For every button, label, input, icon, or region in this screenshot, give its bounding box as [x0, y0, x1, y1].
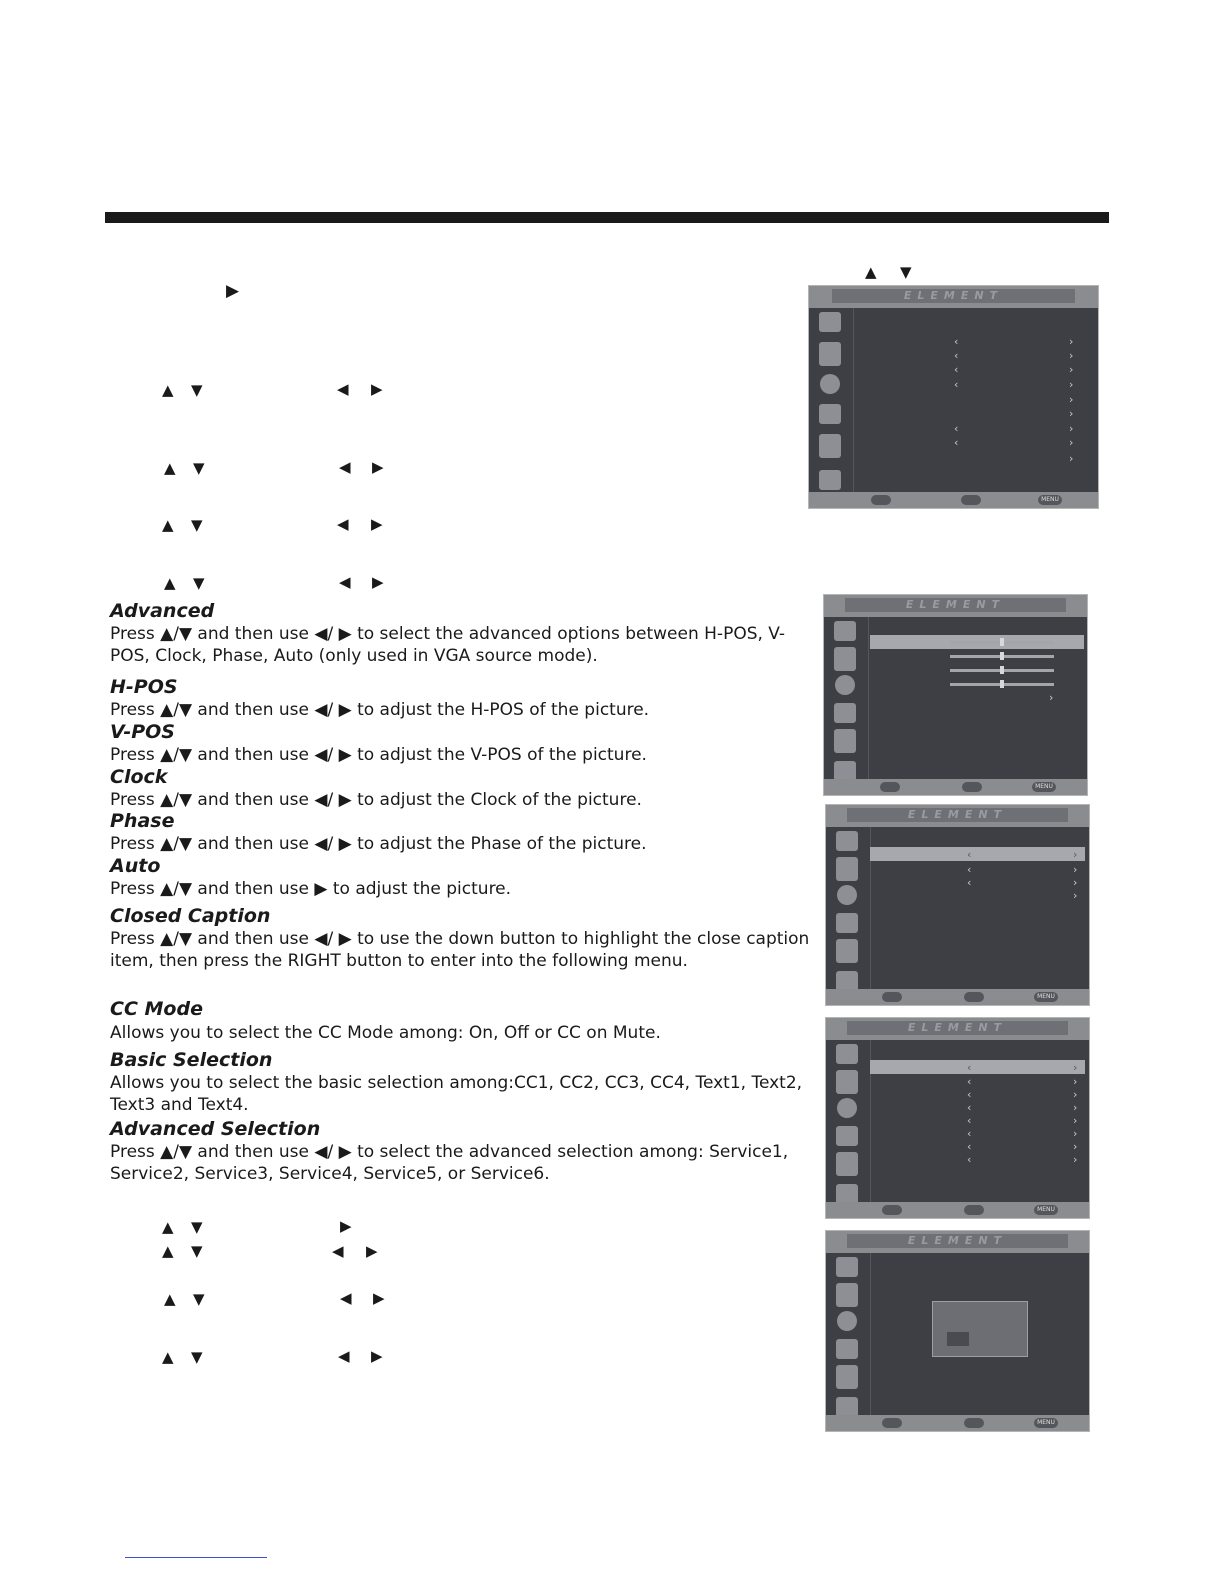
section-body-phase: Press ▲/▼ and then use ◀/ ▶ to adjust the Phase of the picture. [110, 834, 647, 854]
down-arrow-icon: ▼ [193, 1290, 205, 1308]
section-body-advanced-selection: Press ▲/▼ and then use ◀/ ▶ to select the advanced selection among: Service1, Service2, Service3, Service4, Service5, or Service6. [110, 1142, 789, 1184]
right-chevron-icon: › [1073, 1127, 1078, 1140]
right-arrow-icon: ▶ [371, 380, 383, 398]
left-right-keys-icon [964, 1205, 984, 1215]
left-chevron-icon: ‹ [967, 1075, 972, 1088]
right-arrow-icon: ▶ [371, 1347, 383, 1365]
left-right-keys-icon [962, 782, 982, 792]
right-chevron-icon: › [1073, 1061, 1078, 1074]
lock-icon [834, 729, 856, 753]
left-right-keys-icon [964, 1418, 984, 1428]
left-right-keys-icon [964, 992, 984, 1002]
confirm-dialog [932, 1301, 1028, 1357]
right-chevron-icon: › [1073, 1114, 1078, 1127]
setup-icon [834, 703, 856, 723]
right-chevron-icon: › [1073, 1101, 1078, 1114]
section-body-clock: Press ▲/▼ and then use ◀/ ▶ to adjust the Clock of the picture. [110, 790, 642, 810]
left-arrow-icon: ◀ [337, 380, 349, 398]
section-heading-basic-selection: Basic Selection [110, 1049, 273, 1071]
right-chevron-icon: › [1073, 1140, 1078, 1153]
osd-sidebar [826, 827, 871, 989]
osd-screen-list [825, 1017, 1090, 1219]
channel-icon [834, 761, 856, 781]
setup-icon [836, 913, 858, 933]
menu-key-icon: MENU [1038, 495, 1062, 505]
picture-icon [819, 312, 841, 332]
osd-logo: ELEMENT [847, 1021, 1068, 1035]
osd-screen-closed-caption [825, 804, 1090, 1006]
osd-logo: ELEMENT [845, 598, 1066, 612]
header-rule [105, 212, 1109, 223]
section-heading-advanced-selection: Advanced Selection [110, 1118, 321, 1140]
clock-icon [837, 1311, 857, 1331]
slider-knob [1000, 638, 1004, 646]
osd-sidebar [826, 1253, 871, 1415]
channel-icon [836, 1184, 858, 1204]
section-body-v-pos: Press ▲/▼ and then use ◀/ ▶ to adjust the V-POS of the picture. [110, 745, 647, 765]
right-chevron-icon: › [1069, 407, 1074, 420]
up-down-keys-icon [882, 1205, 902, 1215]
right-arrow-icon: ▶ [340, 1217, 352, 1235]
left-chevron-icon: ‹ [967, 1101, 972, 1114]
left-chevron-icon: ‹ [954, 378, 959, 391]
right-arrow-icon: ▶ [366, 1242, 378, 1260]
left-chevron-icon: ‹ [954, 422, 959, 435]
section-heading-advanced: Advanced [110, 600, 215, 622]
section-body-closed-caption: Press ▲/▼ and then use ◀/ ▶ to use the down button to highlight the close caption item, then press the RIGHT button to enter into the following menu. [110, 929, 810, 971]
left-chevron-icon: ‹ [967, 1088, 972, 1101]
left-arrow-icon: ◀ [332, 1242, 344, 1260]
menu-key-icon: MENU [1034, 1418, 1058, 1428]
left-arrow-icon: ◀ [340, 1289, 352, 1307]
right-arrow-icon: ▶ [372, 573, 384, 591]
footer-link-underline [125, 1557, 267, 1558]
section-body-basic-selection: Allows you to select the basic selection among:CC1, CC2, CC3, CC4, Text1, Text2, Text3 and Text4. [110, 1073, 803, 1115]
left-arrow-icon: ◀ [338, 1347, 350, 1365]
right-chevron-icon: › [1073, 876, 1078, 889]
section-body-advanced: Press ▲/▼ and then use ◀/ ▶ to select the advanced options between H-POS, V-POS, Clock, Phase, Auto (only used in VGA source mode). [110, 624, 786, 666]
down-arrow-icon: ▼ [191, 381, 203, 399]
up-arrow-icon: ▲ [162, 1218, 174, 1236]
left-chevron-icon: ‹ [954, 335, 959, 348]
osd-screen-picture-menu [808, 285, 1099, 509]
setup-icon [836, 1126, 858, 1146]
menu-key-icon: MENU [1034, 1205, 1058, 1215]
right-chevron-icon: › [1069, 363, 1074, 376]
lock-icon [836, 1365, 858, 1389]
osd-sidebar [824, 617, 869, 779]
right-chevron-icon: › [1073, 1153, 1078, 1166]
section-heading-clock: Clock [110, 766, 168, 788]
left-chevron-icon: ‹ [954, 349, 959, 362]
up-arrow-icon: ▲ [162, 516, 174, 534]
left-arrow-icon: ◀ [337, 515, 349, 533]
setup-icon [819, 404, 841, 424]
sound-icon [836, 1070, 858, 1094]
highlight-row [870, 1060, 1085, 1074]
right-arrow-icon: ▶ [371, 515, 383, 533]
slider-knob [1000, 652, 1004, 660]
osd-logo: ELEMENT [847, 1234, 1068, 1248]
up-arrow-icon: ▲ [865, 263, 877, 281]
dialog-button [947, 1332, 969, 1346]
up-arrow-icon: ▲ [162, 381, 174, 399]
section-heading-auto: Auto [110, 855, 161, 877]
right-arrow-icon: ▶ [372, 458, 384, 476]
osd-sidebar [809, 308, 854, 492]
clock-icon [835, 675, 855, 695]
setup-icon [836, 1339, 858, 1359]
right-chevron-icon: › [1073, 848, 1078, 861]
section-body-cc-mode: Allows you to select the CC Mode among: On, Off or CC on Mute. [110, 1023, 661, 1043]
down-arrow-icon: ▼ [191, 1218, 203, 1236]
lock-icon [819, 434, 841, 458]
section-heading-h-pos: H-POS [110, 676, 178, 698]
highlight-row [870, 847, 1085, 861]
section-body-auto: Press ▲/▼ and then use ▶ to adjust the picture. [110, 879, 512, 899]
up-down-keys-icon [882, 1418, 902, 1428]
up-down-keys-icon [880, 782, 900, 792]
up-arrow-icon: ▲ [164, 459, 176, 477]
down-arrow-icon: ▼ [191, 1242, 203, 1260]
left-chevron-icon: ‹ [954, 363, 959, 376]
sound-icon [819, 342, 841, 366]
picture-icon [836, 1044, 858, 1064]
up-arrow-icon: ▲ [162, 1348, 174, 1366]
right-arrow-icon: ▶ [373, 1289, 385, 1307]
right-chevron-icon: › [1073, 863, 1078, 876]
left-chevron-icon: ‹ [967, 863, 972, 876]
down-arrow-icon: ▼ [193, 574, 205, 592]
menu-key-icon: MENU [1032, 782, 1056, 792]
up-down-keys-icon [871, 495, 891, 505]
right-chevron-icon: › [1069, 436, 1074, 449]
sound-icon [834, 647, 856, 671]
left-chevron-icon: ‹ [967, 876, 972, 889]
right-chevron-icon: › [1069, 335, 1074, 348]
sound-icon [836, 857, 858, 881]
lock-icon [836, 939, 858, 963]
left-chevron-icon: ‹ [967, 848, 972, 861]
up-arrow-icon: ▲ [164, 1290, 176, 1308]
osd-screen-dialog [825, 1230, 1090, 1432]
down-arrow-icon: ▼ [193, 459, 205, 477]
section-heading-closed-caption: Closed Caption [110, 905, 271, 927]
left-arrow-icon: ◀ [339, 458, 351, 476]
lock-icon [836, 1152, 858, 1176]
up-arrow-icon: ▲ [162, 1242, 174, 1260]
left-chevron-icon: ‹ [954, 436, 959, 449]
right-chevron-icon: › [1073, 1075, 1078, 1088]
section-heading-v-pos: V-POS [110, 721, 175, 743]
right-chevron-icon: › [1069, 349, 1074, 362]
clock-icon [837, 1098, 857, 1118]
right-arrow-icon: ▶ [226, 281, 240, 301]
left-chevron-icon: ‹ [967, 1140, 972, 1153]
clock-icon [820, 374, 840, 394]
channel-icon [836, 1397, 858, 1417]
down-arrow-icon: ▼ [900, 263, 912, 281]
osd-sidebar [826, 1040, 871, 1202]
section-heading-phase: Phase [110, 810, 175, 832]
section-heading-cc-mode: CC Mode [110, 998, 203, 1020]
sound-icon [836, 1283, 858, 1307]
right-chevron-icon: › [1069, 422, 1074, 435]
down-arrow-icon: ▼ [191, 516, 203, 534]
up-arrow-icon: ▲ [164, 574, 176, 592]
right-chevron-icon: › [1069, 393, 1074, 406]
left-chevron-icon: ‹ [967, 1061, 972, 1074]
right-chevron-icon: › [1069, 378, 1074, 391]
right-chevron-icon: › [1069, 452, 1074, 465]
down-arrow-icon: ▼ [191, 1348, 203, 1366]
slider-knob [1000, 680, 1004, 688]
left-arrow-icon: ◀ [339, 573, 351, 591]
left-chevron-icon: ‹ [967, 1114, 972, 1127]
left-chevron-icon: ‹ [967, 1153, 972, 1166]
right-chevron-icon: › [1073, 1088, 1078, 1101]
channel-icon [819, 470, 841, 490]
left-right-keys-icon [961, 495, 981, 505]
up-down-keys-icon [882, 992, 902, 1002]
slider-knob [1000, 666, 1004, 674]
channel-icon [836, 971, 858, 991]
picture-icon [836, 831, 858, 851]
osd-logo: ELEMENT [847, 808, 1068, 822]
left-chevron-icon: ‹ [967, 1127, 972, 1140]
picture-icon [836, 1257, 858, 1277]
right-chevron-icon: › [1049, 691, 1054, 704]
menu-key-icon: MENU [1034, 992, 1058, 1002]
section-body-h-pos: Press ▲/▼ and then use ◀/ ▶ to adjust the H-POS of the picture. [110, 700, 650, 720]
right-chevron-icon: › [1073, 889, 1078, 902]
clock-icon [837, 885, 857, 905]
osd-screen-advanced [823, 594, 1088, 796]
osd-logo: ELEMENT [832, 289, 1075, 303]
picture-icon [834, 621, 856, 641]
